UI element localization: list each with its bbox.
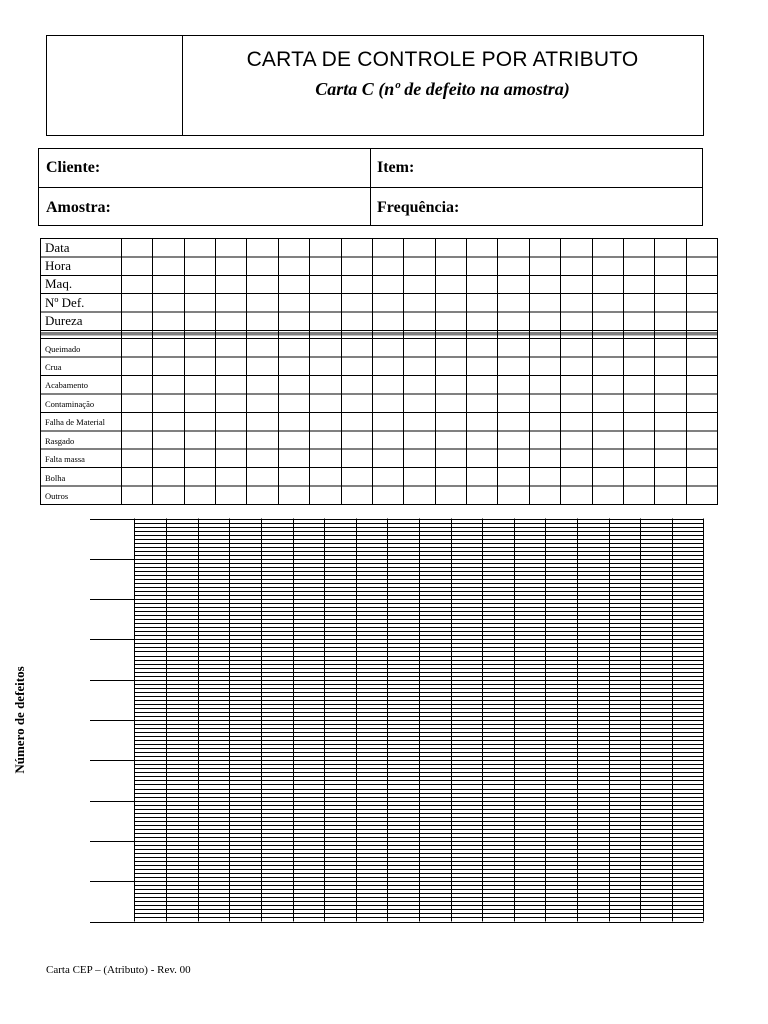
data-table-grid[interactable] <box>40 238 718 506</box>
row-label: Dureza <box>45 313 83 329</box>
defect-label: Contaminação <box>45 398 95 409</box>
data-table <box>40 238 718 506</box>
defect-label: Outros <box>45 491 69 502</box>
defect-label: Falta massa <box>45 454 85 465</box>
row-label: Data <box>45 239 70 255</box>
frequencia-field[interactable]: Frequência: <box>377 199 460 216</box>
defect-label: Falha de Material <box>45 417 105 428</box>
table-separator <box>41 332 718 336</box>
defect-label: Bolha <box>45 472 66 483</box>
form-title: CARTA DE CONTROLE POR ATRIBUTO <box>246 48 639 71</box>
row-label: Maq. <box>45 276 73 292</box>
defect-label: Acabamento <box>45 380 88 391</box>
defect-label: Crua <box>45 361 62 372</box>
defect-label: Rasgado <box>45 435 75 446</box>
control-chart <box>88 516 708 926</box>
info-box <box>38 148 703 226</box>
amostra-field[interactable]: Amostra: <box>46 199 111 216</box>
chart-grid[interactable] <box>88 516 708 926</box>
chart-ylabel: Número de defeitos <box>12 666 27 774</box>
row-label: Nº Def. <box>45 294 85 310</box>
logo-placeholder <box>47 36 183 135</box>
form-header <box>46 35 704 136</box>
cliente-field[interactable]: Cliente: <box>46 159 101 176</box>
form-subtitle: Carta C (nº de defeito na amostra) <box>315 79 570 99</box>
row-label: Hora <box>45 257 71 273</box>
item-field[interactable]: Item: <box>377 159 415 176</box>
defect-label: Queimado <box>45 343 81 354</box>
footer-revision: Carta CEP – (Atributo) - Rev. 00 <box>46 964 191 976</box>
